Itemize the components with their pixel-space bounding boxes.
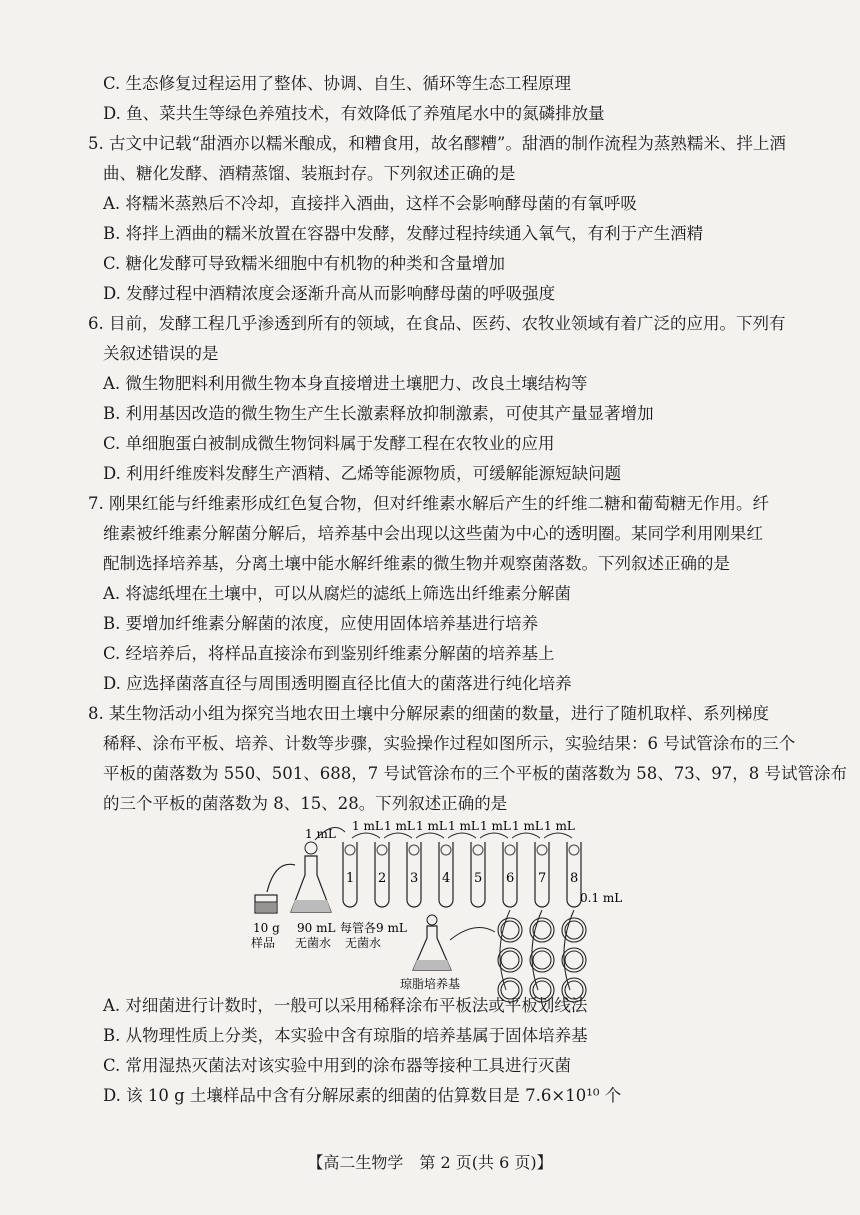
transfer-label: 1 mL [384,820,415,833]
q7-option-c: C. 经培养后，将样品直接涂布到鉴别纤维素分解菌的培养基上 [103,644,555,663]
q7-stem-line2: 维素被纤维素分解菌分解后，培养基中会出现以这些菌为中心的透明圈。某同学利用刚果红 [103,524,763,543]
agar-plates [498,910,586,1002]
q5-option-a: A. 将糯米蒸熟后不冷却，直接拌入酒曲，这样不会影响酵母菌的有氧呼吸 [103,194,637,213]
tube-water-label: 无菌水 [345,936,382,950]
q5-stem-line1: 5. 古文中记载“甜酒亦以糯米酿成，和糟食用，故名醪糟”。甜酒的制作流程为蒸熟糯米、拌上酒 [88,134,786,153]
test-tube-3 [407,842,421,907]
tube-number: 7 [538,871,547,886]
q5-option-d: D. 发酵过程中酒精浓度会逐渐升高从而影响酵母菌的呼吸强度 [103,284,556,303]
agar-label: 琼脂培养基 [400,977,461,991]
transfer-label: 1 mL [544,820,575,833]
tube-number: 3 [410,871,419,886]
page-footer: 【高二生物学 第 2 页(共 6 页)】 [307,1153,553,1172]
q5-stem-line2: 曲、糖化发酵、酒精蒸馏、装瓶封存。下列叙述正确的是 [103,164,516,183]
q4-option-c: C. 生态修复过程运用了整体、协调、自生、循环等生态工程原理 [103,74,572,93]
q4-option-d: D. 鱼、菜共生等绿色养殖技术，有效降低了养殖尾水中的氮磷排放量 [103,104,605,123]
transfer-label: 1 mL [512,820,543,833]
transfer-labels [352,820,575,838]
q7-option-a: A. 将滤纸埋在土壤中，可以从腐烂的滤纸上筛选出纤维素分解菌 [103,584,571,603]
q8-stem-line1: 8. 某生物活动小组为探究当地农田土壤中分解尿素的细菌的数量，进行了随机取样、系列梯度 [88,704,769,723]
q8-stem-line2: 稀释、涂布平板、培养、计数等步骤，实验操作过程如图所示，实验结果：6 号试管涂布的三个 [103,734,796,753]
transfer-arrow-icon [480,833,508,838]
transfer-arrow-icon [416,833,444,838]
flask-volume: 90 mL [297,921,336,935]
transfer-label: 1 mL [448,820,479,833]
q8-option-d: D. 该 10 g 土壤样品中含有分解尿素的细菌的估算数目是 7.6×10¹⁰ 个 [103,1086,622,1105]
sample-beaker-icon [255,895,277,913]
tube-number: 5 [474,871,483,886]
transfer-arrow-icon [512,833,540,838]
q6-stem-line1: 6. 目前，发酵工程几乎渗透到所有的领域，在食品、医药、农牧业领域有着广泛的应用。下列有 [88,314,786,333]
transfer-arrow-icon [448,833,476,838]
plate-volume: 0.1 mL [580,891,623,905]
q6-option-a: A. 微生物肥料利用微生物本身直接增进土壤肥力、改良土壤结构等 [103,374,588,393]
tube-water-volume: 每管各9 mL [340,921,407,935]
q6-option-d: D. 利用纤维废料发酵生产酒精、乙烯等能源物质，可缓解能源短缺问题 [103,464,622,483]
agar-plate-icon [562,948,586,972]
transfer-arrow-icon [352,833,380,838]
transfer-arrow-icon [384,833,412,838]
water-flask-icon [291,842,331,912]
transfer-label: 1 mL [480,820,511,833]
tube-number: 6 [506,871,515,886]
flask-label: 无菌水 [295,936,332,950]
test-tube-7 [535,842,549,907]
q5-option-c: C. 糖化发酵可导致糯米细胞中有机物的种类和含量增加 [103,254,506,273]
dilution-figure [245,820,625,1020]
test-tube-6 [503,842,517,907]
q8-option-b: B. 从物理性质上分类，本实验中含有琼脂的培养基属于固体培养基 [103,1026,588,1045]
q8-option-a: A. 对细菌进行计数时，一般可以采用稀释涂布平板法或平板划线法 [103,996,588,1015]
agar-arrow-icon [450,928,495,941]
tube-number: 4 [442,871,451,886]
test-tube-1 [343,842,357,907]
agar-flask-icon [413,915,451,970]
q8-stem-line4: 的三个平板的菌落数为 8、15、28。下列叙述正确的是 [103,794,508,813]
tube-number: 8 [570,871,579,886]
transfer-arrow-icon [544,833,572,838]
q8-stem-line3: 平板的菌落数为 550、501、688，7 号试管涂布的三个平板的菌落数为 58、73、97，8 号试管涂布 [103,764,847,783]
sample-mass: 10 g [253,921,280,935]
q7-stem-line1: 7. 刚果红能与纤维素形成红色复合物，但对纤维素水解后产生的纤维二糖和葡萄糖无作用。纤 [88,494,769,513]
transfer-label-first: 1 mL [305,827,336,841]
q7-stem-line3: 配制选择培养基，分离土壤中能水解纤维素的微生物并观察菌落数。下列叙述正确的是 [103,554,730,573]
sample-label: 样品 [251,936,276,950]
test-tube-2 [375,842,389,907]
q7-option-d: D. 应选择菌落直径与周围透明圈直径比值大的菌落进行纯化培养 [103,674,572,693]
q6-option-c: C. 单细胞蛋白被制成微生物饲料属于发酵工程在农牧业的应用 [103,434,555,453]
q5-option-b: B. 将拌上酒曲的糯米放置在容器中发酵，发酵过程持续通入氧气，有利于产生酒精 [103,224,704,243]
tube-number: 1 [346,871,355,886]
agar-plate-icon [530,948,554,972]
tube-number: 2 [378,871,387,886]
q6-option-b: B. 利用基因改造的微生物生产生长激素释放抑制激素，可使其产量显著增加 [103,404,654,423]
transfer-label: 1 mL [352,820,383,833]
test-tube-5 [471,842,485,907]
test-tubes [343,842,581,907]
q6-stem-line2: 关叙述错误的是 [103,344,219,363]
sample-arrow-icon [267,864,295,892]
test-tube-4 [439,842,453,907]
q7-option-b: B. 要增加纤维素分解菌的浓度，应使用固体培养基进行培养 [103,614,539,633]
q8-option-c: C. 常用湿热灭菌法对该实验中用到的涂布器等接种工具进行灭菌 [103,1056,572,1075]
transfer-label: 1 mL [416,820,447,833]
agar-plate-icon [498,948,522,972]
test-tube-8 [567,842,581,907]
